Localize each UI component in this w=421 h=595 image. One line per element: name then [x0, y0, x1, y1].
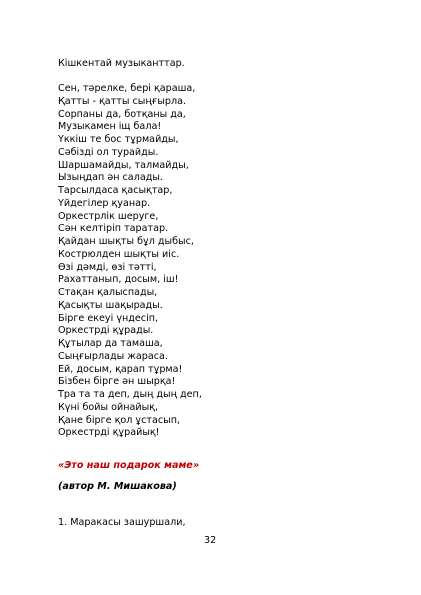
- poem-line: Сыңғырлады жараса.: [58, 350, 168, 362]
- poem-line: Сән келтіріп таратар.: [58, 223, 169, 235]
- poem-line: Ей, досым, қарап тұрма!: [58, 363, 183, 375]
- poem-line: Стақан қалыспады,: [58, 287, 158, 298]
- poem-line: Оркестрді құрады.: [58, 325, 154, 337]
- poem-line: Үйдегілер қуанар.: [58, 197, 151, 209]
- poem-line: Шаршамайды, талмайды,: [58, 159, 189, 171]
- poem-line: Кострюлден шықты иіс.: [58, 248, 180, 260]
- poem-line: Сен, тәрелке, бері қараша,: [58, 83, 196, 94]
- list-item: 1. Маракасы зашуршали,: [58, 517, 186, 528]
- poem-line: Қатты - қатты сыңғырла.: [58, 95, 187, 107]
- poem-line: Үккіш те бос тұрмайды,: [58, 134, 179, 145]
- poem-line: Ызыңдап ән салады.: [58, 172, 163, 184]
- poem-line: Рахаттанып, досым, іш!: [58, 274, 179, 286]
- poem-body: [58, 83, 202, 440]
- poem-title: Кішкентай музыканттар.: [58, 58, 185, 69]
- poem-line: Қасықты шақырады.: [58, 299, 163, 311]
- poem-line: Тарсылдаса қасықтар,: [58, 185, 173, 196]
- poem-line: Тра та та деп, дың дың деп,: [58, 389, 202, 400]
- poem-line: Құтылар да тамаша,: [58, 338, 163, 349]
- poem-line: Қане бірге қол ұстасып,: [58, 414, 181, 426]
- poem-line: Оркестрлік шеруге,: [58, 210, 159, 222]
- poem-line: Музыкамен іщ бала!: [58, 121, 162, 133]
- poem-line: Қайдан шықты бұл дыбыс,: [58, 236, 194, 247]
- poem-line: Оркестрді құрайық!: [58, 427, 160, 439]
- poem-line: Өзі дәмді, өзі тәтті,: [58, 261, 157, 273]
- poem-line: Сорпаны да, ботқаны да,: [58, 108, 186, 120]
- poem-line: Сәбізді ол турайды.: [58, 146, 159, 158]
- section-title: «Это наш подарок маме»: [58, 460, 200, 471]
- page-number: 32: [204, 535, 217, 546]
- poem-line: Бірге екеуі үндесіп,: [58, 312, 159, 324]
- poem-line: Күні бойы ойнайық,: [58, 401, 159, 413]
- author-credit: (автор М. Мишакова): [58, 481, 177, 492]
- poem-line: Бізбен бірге ән шырқа!: [58, 376, 176, 388]
